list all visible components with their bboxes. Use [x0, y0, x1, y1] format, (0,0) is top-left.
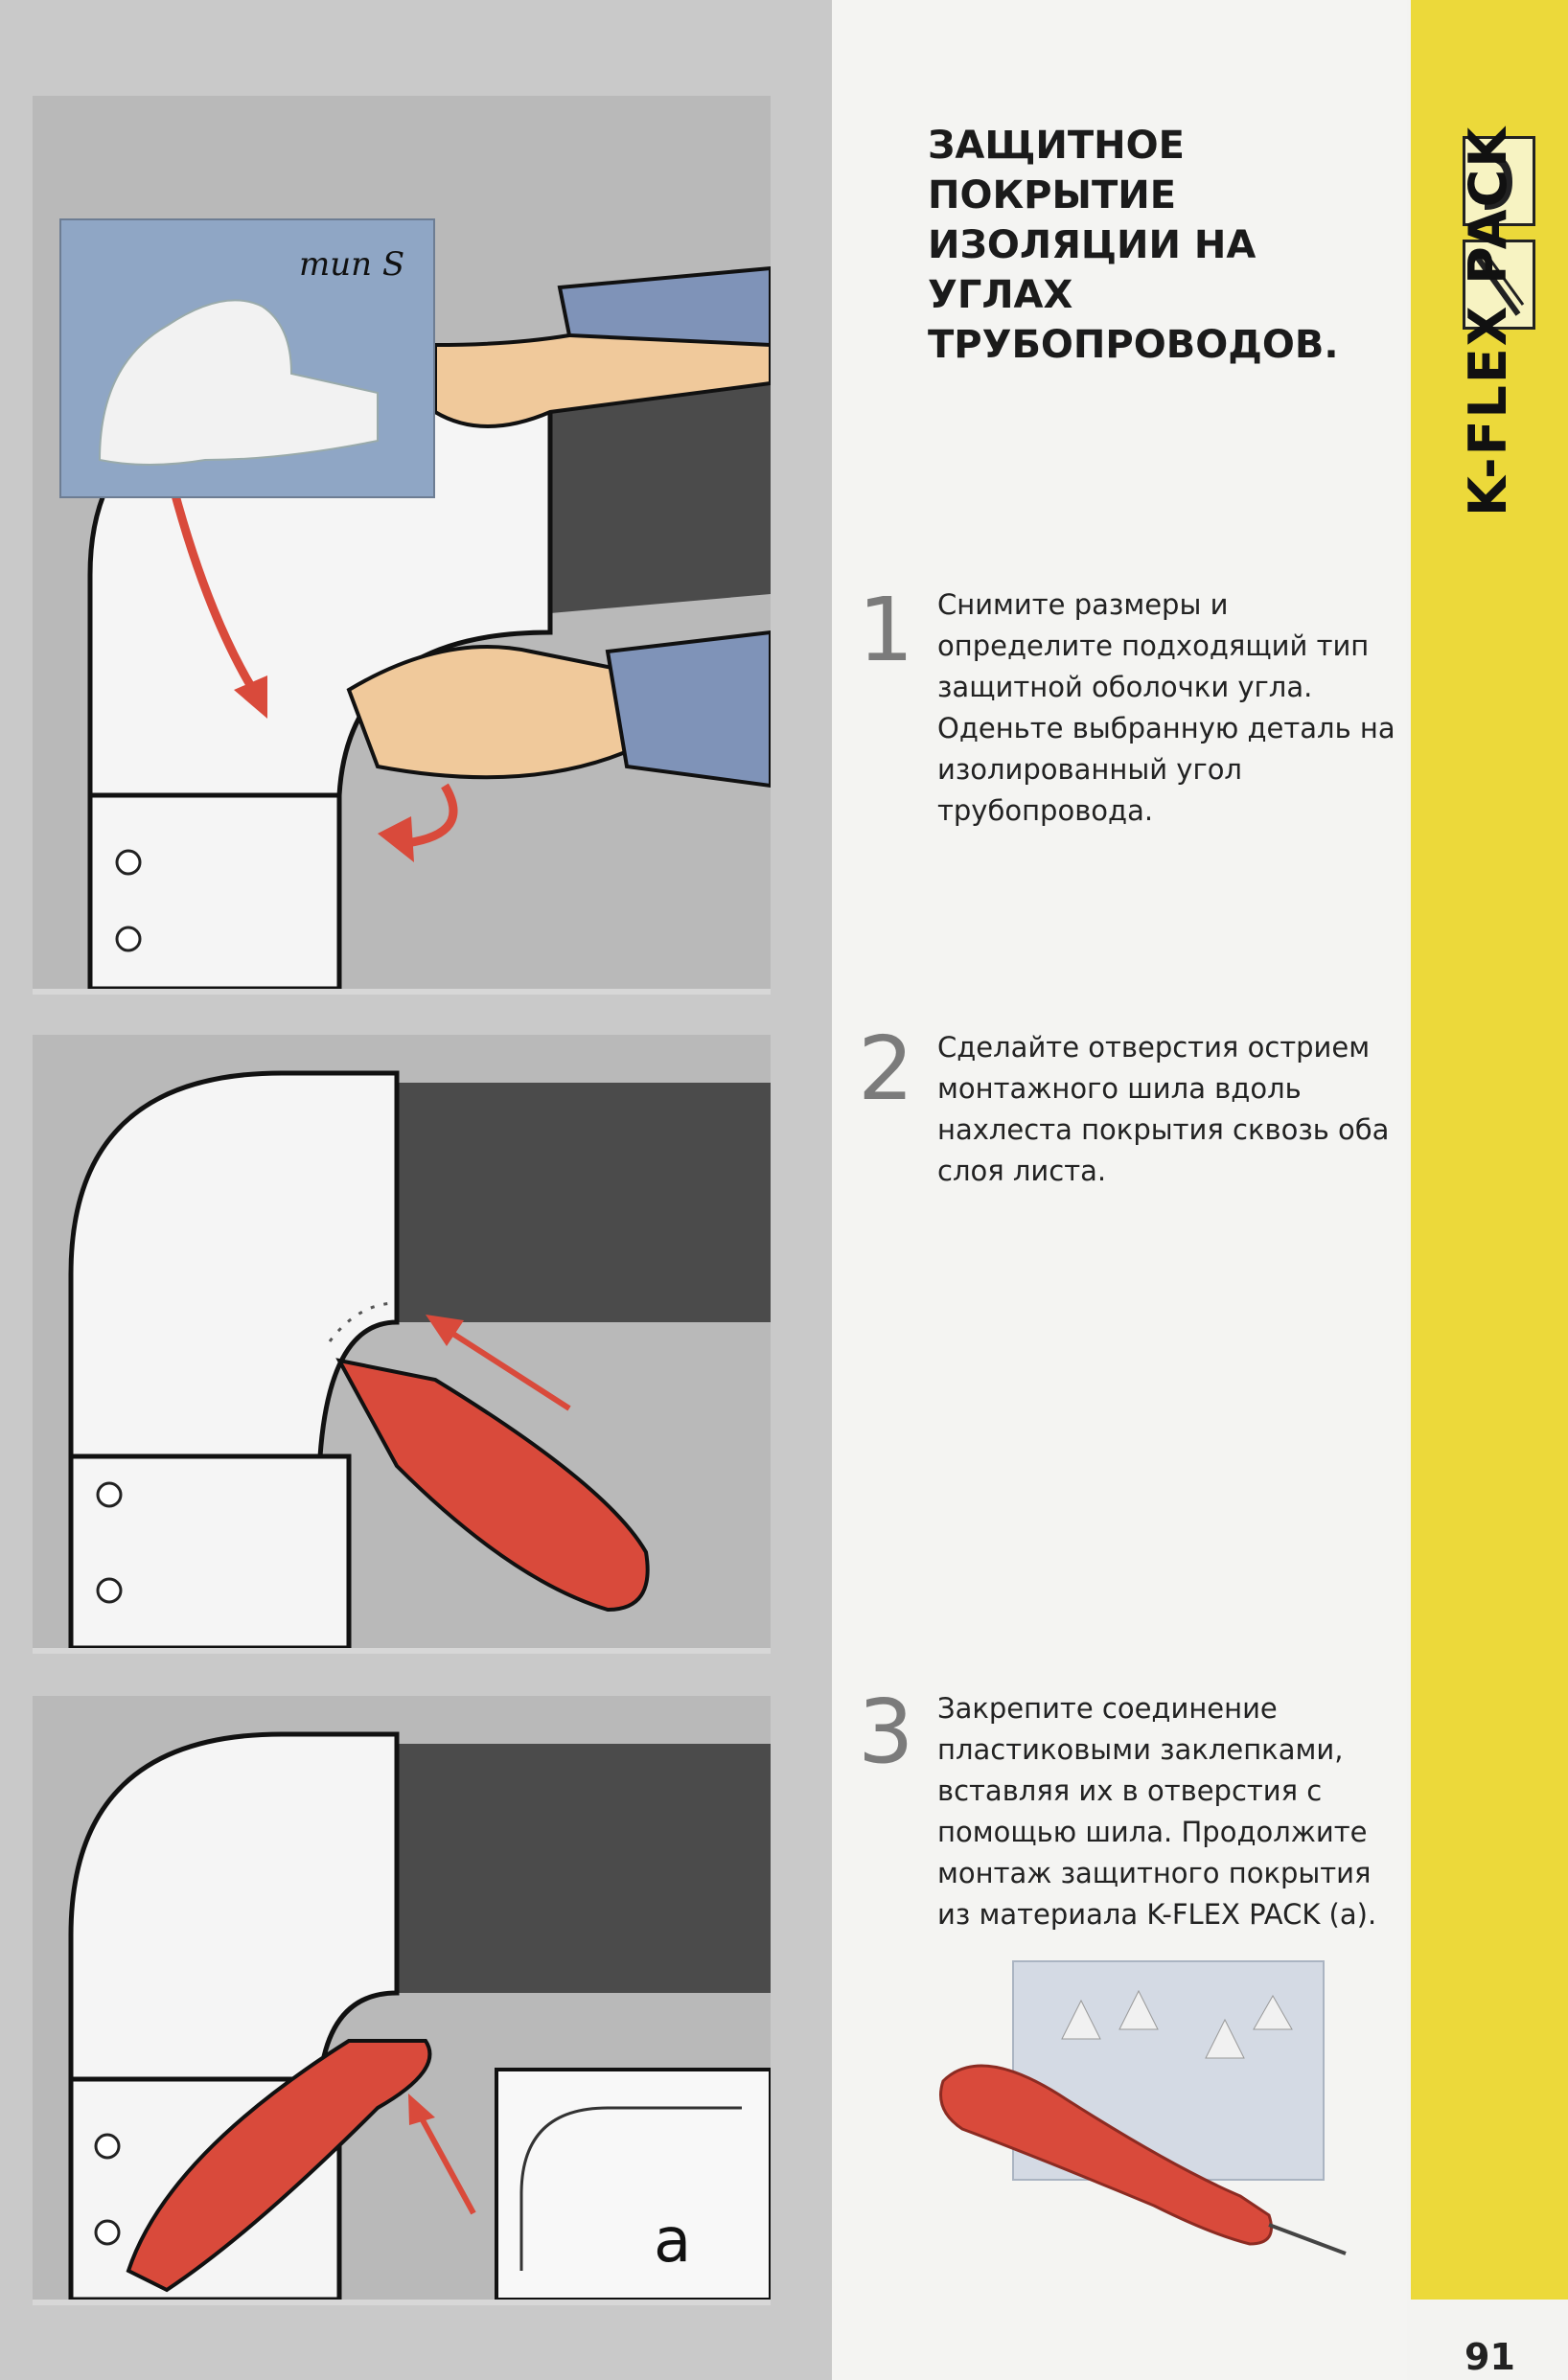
- page-number: 91: [1464, 2336, 1515, 2378]
- step-1-illustration: [33, 96, 771, 995]
- step-1-text: Снимите размеры и определите подходящий тип защитной оболочки угла. Оденьте выбранную деталь на изолированный угол трубопровода.: [937, 588, 1395, 827]
- section-tab-label: K-FLEX: [1458, 304, 1518, 516]
- step-1-number: 1: [858, 579, 914, 681]
- page-title: ЗАЩИТНОЕ ПОКРЫТИЕ ИЗОЛЯЦИИ НА УГЛАХ ТРУБОПРОВОДОВ.: [928, 124, 1339, 367]
- detail-label-a: a: [654, 2206, 692, 2277]
- step-3-illustration: [33, 1696, 771, 2305]
- rivet-fixing-drawing: [33, 1696, 771, 2300]
- step-2-text: Сделайте отверстия острием монтажного шила вдоль нахлеста покрытия сквозь оба слоя листа.: [937, 1031, 1390, 1187]
- step-3-number: 3: [858, 1681, 914, 1783]
- awl-piercing-drawing: [33, 1035, 771, 1648]
- step-2-illustration: [33, 1035, 771, 1654]
- inset-type-label: mun S: [299, 245, 405, 284]
- step-3-text: Закрепите соединение пластиковыми заклепками, вставляя их в отверстия с помощью шила. Продолжите монтаж защитного покрытия из материала K-FLEX PACK (a).: [937, 1692, 1377, 1931]
- awl-tool-icon: [924, 2024, 1374, 2263]
- step-2-number: 2: [858, 1018, 914, 1120]
